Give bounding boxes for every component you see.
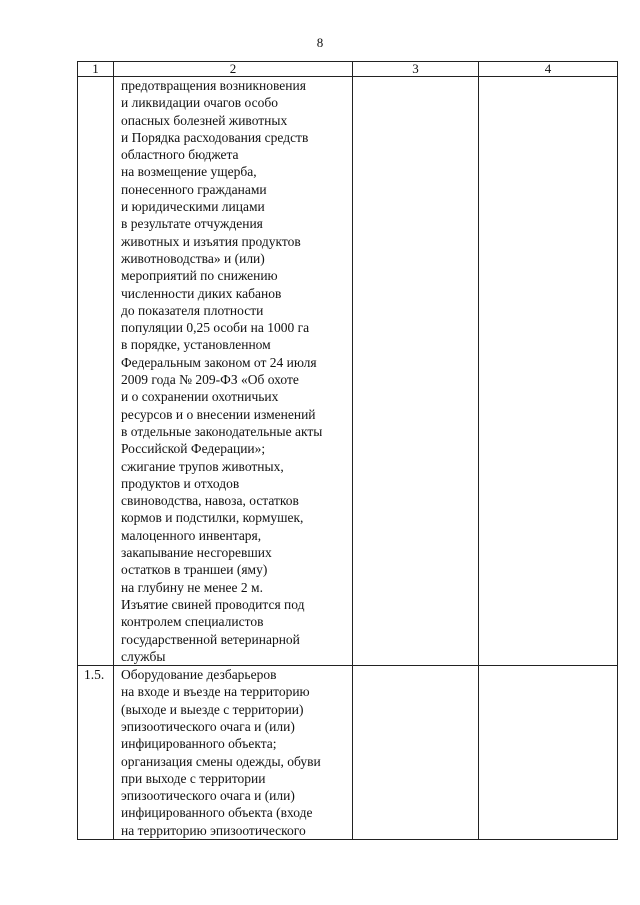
measure-text-cell — [114, 666, 353, 840]
column-3-cell — [353, 666, 479, 840]
measures-table — [77, 61, 618, 840]
column-3-cell — [353, 77, 479, 666]
table-row — [78, 77, 618, 666]
row-number-cell — [78, 77, 114, 666]
header-cell-1: 1 — [78, 62, 114, 77]
column-4-cell — [479, 666, 618, 840]
column-4-cell — [479, 77, 618, 666]
measure-text: Оборудование дезбарьеров на входе и въезде на территорию (выходе и выезде с территории) эпизоотического очага и (или) инфицированного объекта; организация смены одежды, обуви при выходе с территории эпизоотического очага и (или) инфицированного объекта (входе на территорию эпизоотического — [121, 667, 321, 838]
row-number: 1.5. — [84, 667, 105, 683]
table-row — [78, 666, 618, 840]
header-cell-4: 4 — [479, 62, 618, 77]
row-number-cell — [78, 666, 114, 840]
header-cell-2: 2 — [114, 62, 353, 77]
header-cell-3: 3 — [353, 62, 479, 77]
page-number: 8 — [316, 35, 324, 50]
measure-text: предотвращения возникновения и ликвидации очагов особо опасных болезней животных и Порядка расходования средств областного бюджета на возмещение ущерба, понесенного гражданами и юридическими лицами в результате отчуждения животных и изъятия продуктов животноводства» и (или) мероприятий по снижению численности диких кабанов до показателя плотности популяции 0,25 особи на 1000 га в порядке, установленном Федеральным законом от 24 июля 2009 года № 209-ФЗ «Об охоте и о сохранении охотничьих ресурсов и о внесении изменений в отдельные законодательные акты Российской Федерации»; сжигание трупов животных, продуктов и отходов свиноводства, навоза, остатков кормов и подстилки, кормушек, малоценного инвентаря, закапывание несгоревших остатков в траншеи (яму) на глубину не менее 2 м. Изъятие свиней проводится под контролем специалистов государственной ветеринарной службы — [121, 78, 323, 664]
measure-text-cell — [114, 77, 353, 666]
table-header-row — [78, 62, 618, 77]
